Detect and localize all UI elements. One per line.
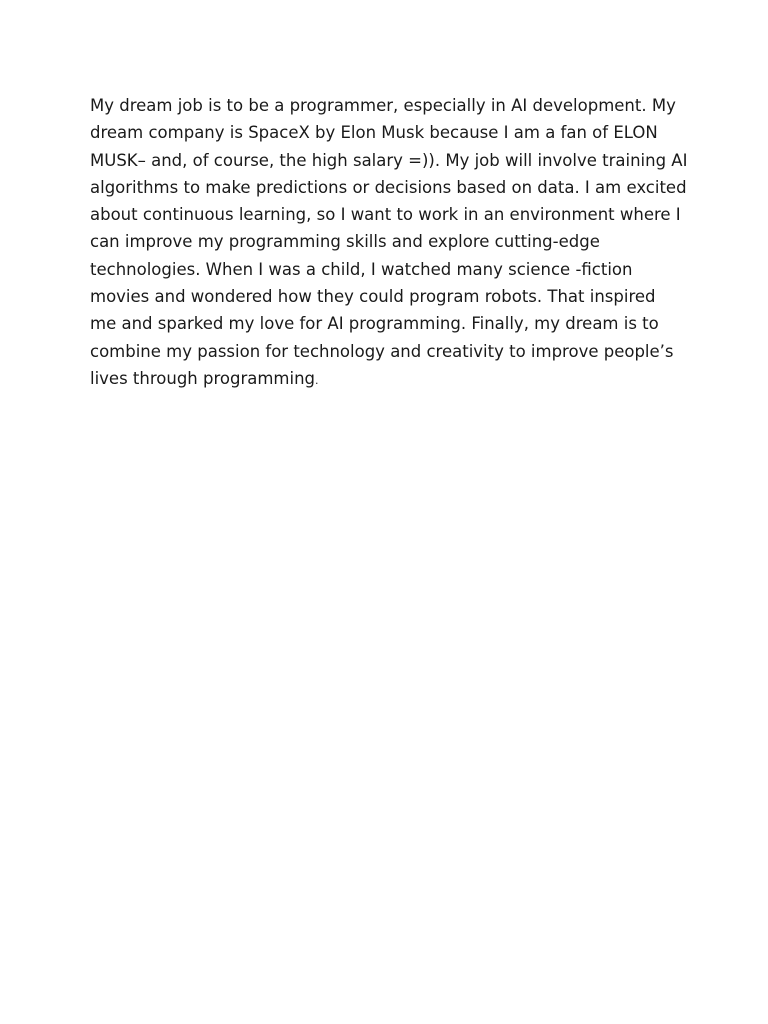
paragraph-line-1: My dream job is to be a programmer, especially in AI development. My	[90, 96, 676, 115]
paragraph-line-8: movies and wondered how they could program robots. That inspired	[90, 287, 656, 307]
paragraph-line-3: MUSK– and, of course, the high salary =)). My job will involve training AI	[90, 150, 688, 170]
final-period: .	[315, 373, 319, 387]
paragraph-line-11	[90, 365, 685, 394]
paragraph-line-4: algorithms to make predictions or decisions based on data. I am excited	[90, 177, 687, 197]
essay-paragraph	[90, 92, 688, 394]
paragraph-line-11-text: lives through programming	[90, 368, 316, 388]
paragraph-line-5: about continuous learning, so I want to work in an environment where I	[90, 205, 681, 225]
paragraph-line-10: combine my passion for technology and creativity to improve people’s	[90, 341, 674, 361]
paragraph-line-7: technologies. When I was a child, I watched many science -fiction	[90, 259, 633, 279]
paragraph-line-6: can improve my programming skills and explore cutting-edge	[90, 232, 600, 252]
paragraph-line-2: dream company is SpaceX by Elon Musk because I am a fan of ELON	[90, 123, 658, 143]
paragraph-line-9: me and sparked my love for AI programming. Finally, my dream is to	[90, 314, 659, 334]
